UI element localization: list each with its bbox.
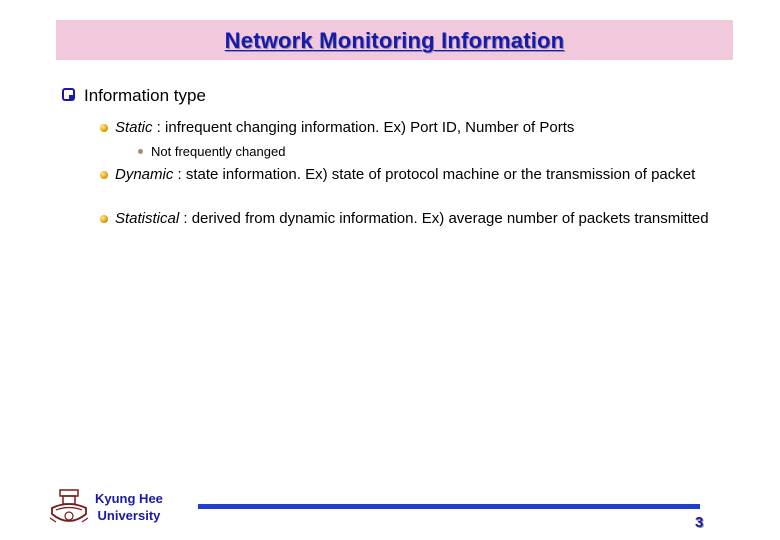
- title-band: [56, 20, 733, 60]
- footer-rule: [198, 504, 700, 509]
- item-description: : derived from dynamic information. Ex) average number of packets transmitted: [179, 210, 709, 227]
- university-line1: Kyung Hee: [95, 491, 163, 506]
- small-dot-icon: [138, 149, 143, 154]
- university-name: [95, 490, 163, 524]
- gold-dot-icon: [100, 171, 108, 179]
- item-description: : infrequent changing information. Ex) Port ID, Number of Ports: [152, 119, 575, 136]
- university-crest-icon: [48, 488, 90, 528]
- slide-title: Network Monitoring Information: [224, 28, 565, 53]
- sub-item-text: Not frequently changed: [151, 144, 286, 159]
- gold-dot-icon: [100, 124, 108, 132]
- list-item-text: [115, 210, 730, 228]
- q-checkbox-icon: [62, 88, 75, 101]
- heading-text: Information type: [84, 86, 206, 105]
- list-item-text: [115, 119, 730, 137]
- item-term: Static: [115, 119, 153, 136]
- page-number: 3: [695, 514, 704, 531]
- list-item-text: [115, 166, 730, 184]
- item-term: Statistical: [115, 210, 180, 227]
- university-line2: University: [97, 508, 161, 523]
- item-description: : state information. Ex) state of protocol machine or the transmission of packet: [173, 166, 696, 183]
- gold-dot-icon: [100, 215, 108, 223]
- item-term: Dynamic: [115, 166, 174, 183]
